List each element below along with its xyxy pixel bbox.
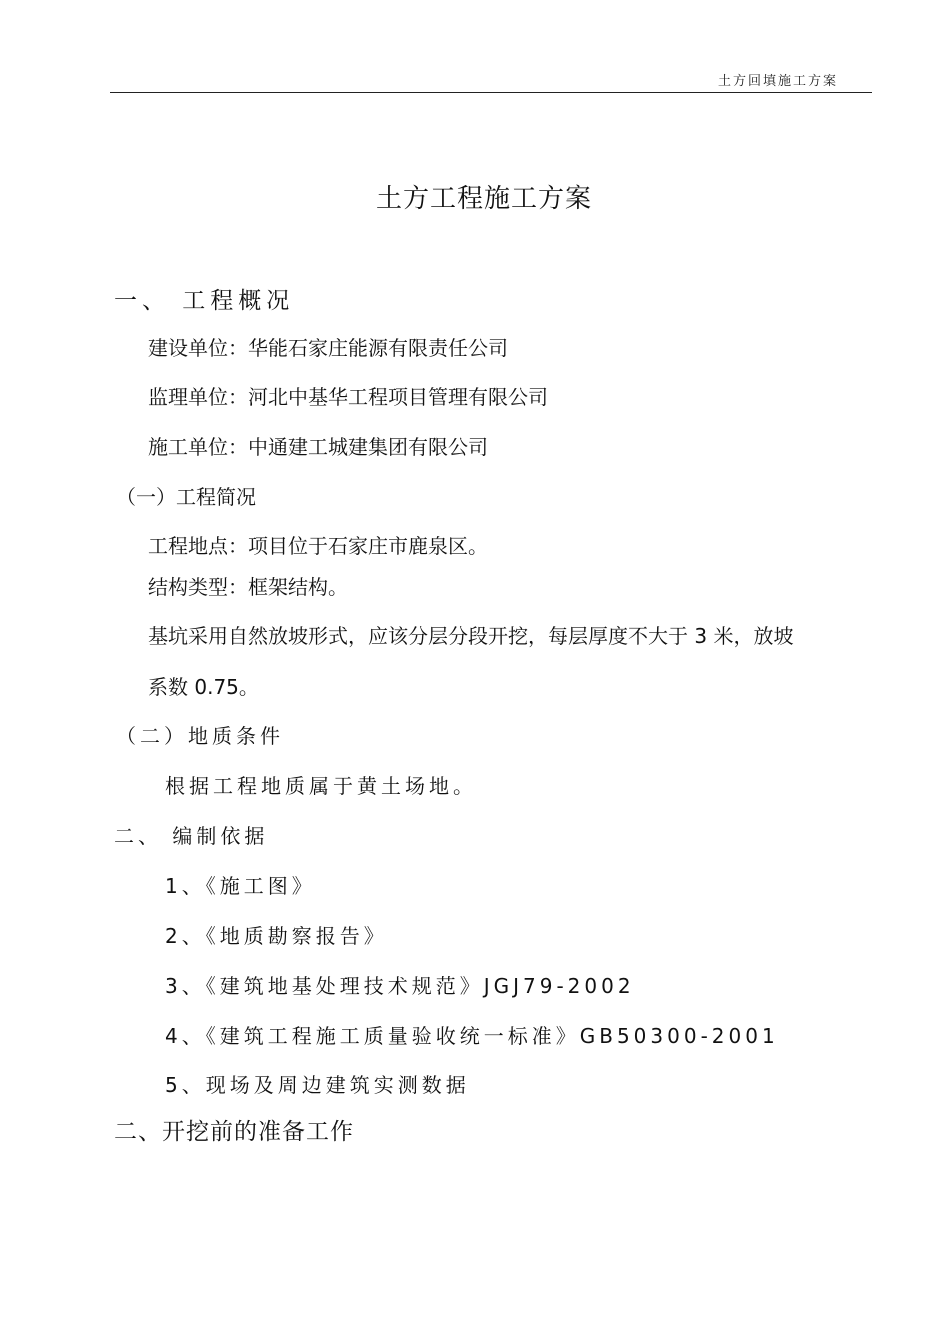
section-heading-overview: 一、 工程概况 xyxy=(114,288,295,314)
subsection-heading-geology: （二）地质条件 xyxy=(116,724,284,748)
section-heading-preparation: 二、开挖前的准备工作 xyxy=(114,1119,354,1145)
basis-item: 3、《建筑地基处理技术规范》JGJ79-2002 xyxy=(165,974,635,998)
supervisor-line: 监理单位：河北中基华工程项目管理有限公司 xyxy=(148,385,548,409)
structure-line: 结构类型：框架结构。 xyxy=(148,575,348,599)
basis-item: 1、《施工图》 xyxy=(165,874,316,898)
builder-line: 建设单位：华能石家庄能源有限责任公司 xyxy=(148,336,508,360)
pit-text-line-2: 系数 0.75。 xyxy=(148,675,259,699)
basis-item: 2、《地质勘察报告》 xyxy=(165,924,388,948)
subsection-heading-brief: （一）工程简况 xyxy=(116,485,256,509)
geology-text: 根据工程地质属于黄土场地。 xyxy=(165,774,477,798)
basis-item: 5、现场及周边建筑实测数据 xyxy=(165,1073,470,1097)
section-heading-basis: 二、 编制依据 xyxy=(114,824,269,848)
document-title: 土方工程施工方案 xyxy=(376,184,593,214)
running-title: 土方回填施工方案 xyxy=(717,74,838,89)
pit-text-line-1: 基坑采用自然放坡形式，应该分层分段开挖，每层厚度不大于 3 米，放坡 xyxy=(148,624,794,648)
basis-item: 4、《建筑工程施工质量验收统一标准》GB50300-2001 xyxy=(165,1024,779,1048)
location-line: 工程地点：项目位于石家庄市鹿泉区。 xyxy=(148,534,488,558)
contractor-line: 施工单位：中通建工城建集团有限公司 xyxy=(148,435,488,459)
page-header xyxy=(110,68,872,93)
